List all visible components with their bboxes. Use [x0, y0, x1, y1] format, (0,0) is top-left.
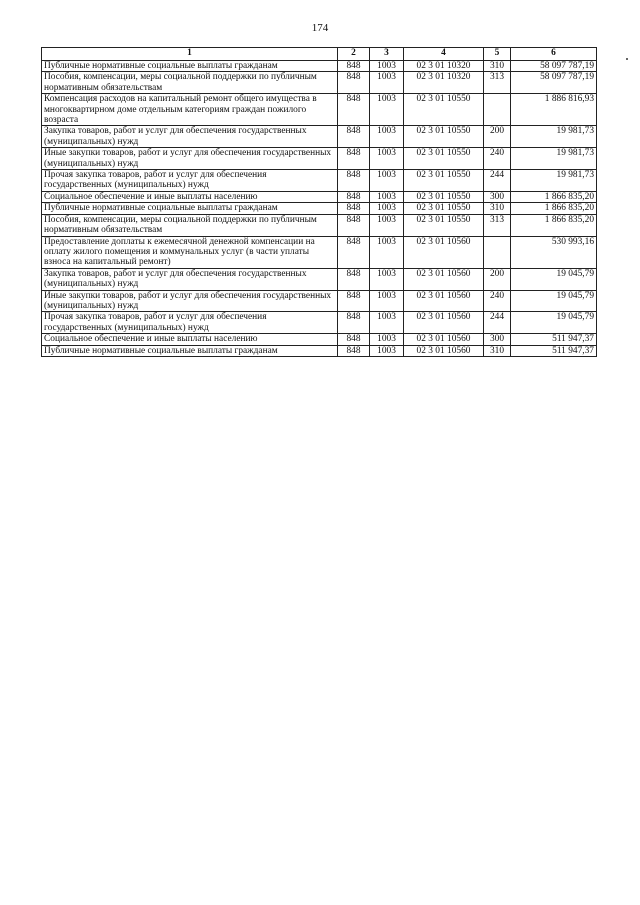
section-code-cell: 1003 [370, 61, 404, 72]
item-name-cell: Социальное обеспечение и иные выплаты населению [42, 334, 338, 345]
expense-type-cell [484, 94, 511, 126]
expense-type-cell: 240 [484, 290, 511, 312]
item-name-cell: Публичные нормативные социальные выплаты гражданам [42, 345, 338, 356]
amount-cell: 19 045,79 [511, 312, 597, 334]
column-header: 4 [404, 48, 484, 61]
section-code-cell: 1003 [370, 191, 404, 202]
amount-cell: 19 981,73 [511, 170, 597, 192]
item-name-cell: Компенсация расходов на капитальный ремонт общего имущества в многоквартирном доме отдельным категориям граждан пожилого возраста [42, 94, 338, 126]
column-header: 5 [484, 48, 511, 61]
expense-type-cell: 313 [484, 72, 511, 94]
amount-cell: 530 993,16 [511, 236, 597, 268]
item-name-cell: Предоставление доплаты к ежемесячной денежной компенсации на оплату жилого помещения и коммунальных услуг (в части уплаты взноса на капитальный ремонт) [42, 236, 338, 268]
amount-cell: 19 981,73 [511, 126, 597, 148]
column-header: 1 [42, 48, 338, 61]
ministry-code-cell: 848 [338, 268, 370, 290]
ministry-code-cell: 848 [338, 312, 370, 334]
amount-cell: 19 045,79 [511, 290, 597, 312]
section-code-cell: 1003 [370, 94, 404, 126]
target-article-cell: 02 3 01 10550 [404, 170, 484, 192]
target-article-cell: 02 3 01 10560 [404, 345, 484, 356]
table-row [42, 312, 597, 334]
ministry-code-cell: 848 [338, 170, 370, 192]
section-code-cell: 1003 [370, 126, 404, 148]
table-row [42, 345, 597, 356]
section-code-cell: 1003 [370, 236, 404, 268]
amount-cell: 1 866 835,20 [511, 214, 597, 236]
section-code-cell: 1003 [370, 312, 404, 334]
item-name-cell: Прочая закупка товаров, работ и услуг для обеспечения государственных (муниципальных) нужд [42, 312, 338, 334]
expense-type-cell: 200 [484, 126, 511, 148]
expense-type-cell: 200 [484, 268, 511, 290]
ministry-code-cell: 848 [338, 334, 370, 345]
table-row [42, 191, 597, 202]
expense-type-cell: 310 [484, 345, 511, 356]
section-code-cell: 1003 [370, 170, 404, 192]
ministry-code-cell: 848 [338, 61, 370, 72]
target-article-cell: 02 3 01 10560 [404, 334, 484, 345]
table-row [42, 236, 597, 268]
ministry-code-cell: 848 [338, 191, 370, 202]
item-name-cell: Социальное обеспечение и иные выплаты населению [42, 191, 338, 202]
target-article-cell: 02 3 01 10320 [404, 72, 484, 94]
amount-cell: 511 947,37 [511, 334, 597, 345]
page-number: 174 [311, 22, 329, 34]
amount-cell: 19 045,79 [511, 268, 597, 290]
table-row [42, 268, 597, 290]
table-row [42, 334, 597, 345]
section-code-cell: 1003 [370, 345, 404, 356]
ministry-code-cell: 848 [338, 236, 370, 268]
target-article-cell: 02 3 01 10550 [404, 214, 484, 236]
ministry-code-cell: 848 [338, 345, 370, 356]
target-article-cell: 02 3 01 10560 [404, 290, 484, 312]
item-name-cell: Пособия, компенсации, меры социальной поддержки по публичным нормативным обязательствам [42, 214, 338, 236]
expense-type-cell: 300 [484, 334, 511, 345]
table-row [42, 170, 597, 192]
item-name-cell: Закупка товаров, работ и услуг для обеспечения государственных (муниципальных) нужд [42, 268, 338, 290]
expense-type-cell: 244 [484, 312, 511, 334]
table-row [42, 290, 597, 312]
table-row [42, 203, 597, 214]
item-name-cell: Публичные нормативные социальные выплаты гражданам [42, 61, 338, 72]
expense-type-cell: 244 [484, 170, 511, 192]
target-article-cell: 02 3 01 10550 [404, 191, 484, 202]
target-article-cell: 02 3 01 10320 [404, 61, 484, 72]
expense-type-cell: 240 [484, 148, 511, 170]
ministry-code-cell: 848 [338, 203, 370, 214]
section-code-cell: 1003 [370, 334, 404, 345]
expense-type-cell: 310 [484, 61, 511, 72]
item-name-cell: Иные закупки товаров, работ и услуг для обеспечения государственных (муниципальных) нужд [42, 148, 338, 170]
item-name-cell: Иные закупки товаров, работ и услуг для обеспечения государственных (муниципальных) нужд [42, 290, 338, 312]
table-row [42, 214, 597, 236]
target-article-cell: 02 3 01 10560 [404, 236, 484, 268]
amount-cell: 1 886 816,93 [511, 94, 597, 126]
amount-cell: 58 097 787,19 [511, 61, 597, 72]
section-code-cell: 1003 [370, 268, 404, 290]
ministry-code-cell: 848 [338, 126, 370, 148]
item-name-cell: Публичные нормативные социальные выплаты гражданам [42, 203, 338, 214]
column-header: 6 [511, 48, 597, 61]
target-article-cell: 02 3 01 10560 [404, 268, 484, 290]
section-code-cell: 1003 [370, 148, 404, 170]
amount-cell: 1 866 835,20 [511, 203, 597, 214]
ministry-code-cell: 848 [338, 290, 370, 312]
ministry-code-cell: 848 [338, 214, 370, 236]
section-code-cell: 1003 [370, 290, 404, 312]
target-article-cell: 02 3 01 10550 [404, 94, 484, 126]
amount-cell: 511 947,37 [511, 345, 597, 356]
item-name-cell: Пособия, компенсации, меры социальной поддержки по публичным нормативным обязательствам [42, 72, 338, 94]
table-row [42, 148, 597, 170]
amount-cell: 19 981,73 [511, 148, 597, 170]
table-row [42, 61, 597, 72]
budget-table [41, 47, 597, 357]
column-header: 2 [338, 48, 370, 61]
table-row [42, 126, 597, 148]
target-article-cell: 02 3 01 10550 [404, 203, 484, 214]
scan-mark [626, 58, 628, 60]
expense-type-cell: 300 [484, 191, 511, 202]
amount-cell: 1 866 835,20 [511, 191, 597, 202]
section-code-cell: 1003 [370, 214, 404, 236]
amount-cell: 58 097 787,19 [511, 72, 597, 94]
table-header-row [42, 48, 597, 61]
item-name-cell: Прочая закупка товаров, работ и услуг для обеспечения государственных (муниципальных) нужд [42, 170, 338, 192]
ministry-code-cell: 848 [338, 94, 370, 126]
target-article-cell: 02 3 01 10550 [404, 148, 484, 170]
target-article-cell: 02 3 01 10560 [404, 312, 484, 334]
item-name-cell: Закупка товаров, работ и услуг для обеспечения государственных (муниципальных) нужд [42, 126, 338, 148]
section-code-cell: 1003 [370, 72, 404, 94]
ministry-code-cell: 848 [338, 72, 370, 94]
table-row [42, 94, 597, 126]
ministry-code-cell: 848 [338, 148, 370, 170]
expense-type-cell: 310 [484, 203, 511, 214]
expense-type-cell [484, 236, 511, 268]
column-header: 3 [370, 48, 404, 61]
target-article-cell: 02 3 01 10550 [404, 126, 484, 148]
expense-type-cell: 313 [484, 214, 511, 236]
table-row [42, 72, 597, 94]
section-code-cell: 1003 [370, 203, 404, 214]
